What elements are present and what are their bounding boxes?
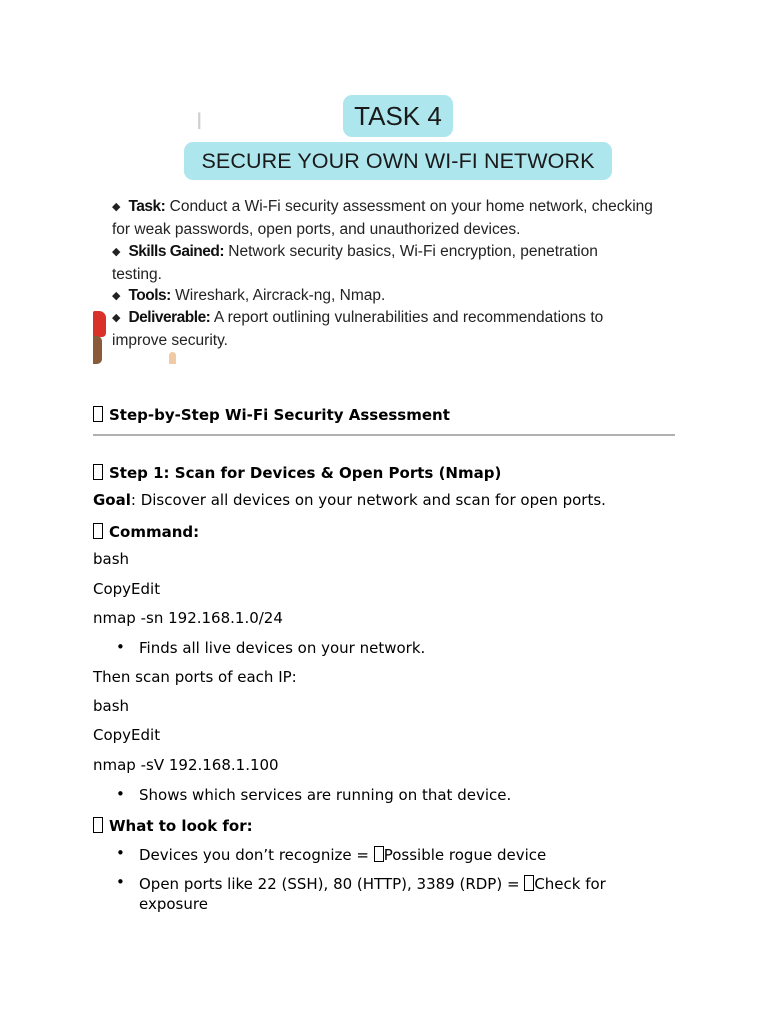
code1-command: nmap -sn 192.168.1.0/24 xyxy=(93,609,283,627)
diamond-bullet-icon: ◆ xyxy=(112,246,121,258)
missing-glyph-icon xyxy=(374,846,384,862)
code1-copy-button[interactable]: CopyEdit xyxy=(93,580,161,598)
title-badge: SECURE YOUR OWN WI-FI NETWORK xyxy=(184,142,612,180)
bullet-rogue-device: Devices you don’t recognize = Possible rogue device xyxy=(139,846,547,864)
command-heading: Command: xyxy=(93,521,199,541)
illustration-fragment-hand xyxy=(169,352,176,364)
missing-glyph-icon xyxy=(93,406,103,422)
summary-task xyxy=(112,196,692,241)
code2-lang: bash xyxy=(93,697,130,715)
deliverable-label: Deliverable: xyxy=(128,309,211,326)
bullet-icon: • xyxy=(116,873,125,891)
tools-text: Wireshark, Aircrack-ng, Nmap. xyxy=(175,287,386,304)
deliverable-text-2: improve security. xyxy=(112,332,228,349)
text-cursor-icon: I xyxy=(196,110,203,135)
task-label: Task: xyxy=(128,198,166,215)
diamond-bullet-icon: ◆ xyxy=(112,290,121,302)
step1-heading: Step 1: Scan for Devices & Open Ports (Nmap) xyxy=(93,462,501,482)
look-heading: What to look for: xyxy=(93,815,253,835)
skills-text-2: testing. xyxy=(112,266,162,283)
task-badge: TASK 4 xyxy=(343,95,453,137)
task-text-1: Conduct a Wi-Fi security assessment on your home network, checking xyxy=(169,198,653,215)
divider xyxy=(93,434,675,436)
goal-label: Goal xyxy=(93,491,131,509)
code2-copy-button[interactable]: CopyEdit xyxy=(93,726,161,744)
code2-command: nmap -sV 192.168.1.100 xyxy=(93,756,279,774)
skills-label: Skills Gained: xyxy=(128,243,224,260)
bullet-open-ports: Open ports like 22 (SSH), 80 (HTTP), 3389 (RDP) = Check for exposure xyxy=(139,875,606,913)
missing-glyph-icon xyxy=(524,875,534,891)
diamond-bullet-icon: ◆ xyxy=(112,312,121,324)
bullet-icon: • xyxy=(116,844,125,862)
then-text: Then scan ports of each IP: xyxy=(93,668,297,686)
summary-tools xyxy=(112,285,692,308)
summary-deliverable xyxy=(112,307,692,352)
code1-lang: bash xyxy=(93,550,130,568)
skills-text-1: Network security basics, Wi-Fi encryption, penetration xyxy=(228,243,598,260)
tools-label: Tools: xyxy=(128,287,171,304)
missing-glyph-icon xyxy=(93,464,103,480)
illustration-fragment-brown xyxy=(93,336,102,364)
summary-skills xyxy=(112,241,692,286)
deliverable-text-1: A report outlining vulnerabilities and recommendations to xyxy=(213,309,604,326)
missing-glyph-icon xyxy=(93,817,103,833)
illustration-fragment-red xyxy=(93,311,106,337)
missing-glyph-icon xyxy=(93,523,103,539)
bullet-icon: • xyxy=(116,785,125,803)
task-text-2: for weak passwords, open ports, and unauthorized devices. xyxy=(112,221,521,238)
diamond-bullet-icon: ◆ xyxy=(112,201,121,213)
bullet-shows-services: Shows which services are running on that device. xyxy=(139,786,512,804)
section-heading: Step-by-Step Wi-Fi Security Assessment xyxy=(93,404,450,424)
goal-text: : Discover all devices on your network and scan for open ports. xyxy=(130,491,606,509)
bullet-icon: • xyxy=(116,638,125,656)
goal-line xyxy=(93,491,606,509)
bullet-finds-devices: Finds all live devices on your network. xyxy=(139,639,426,657)
